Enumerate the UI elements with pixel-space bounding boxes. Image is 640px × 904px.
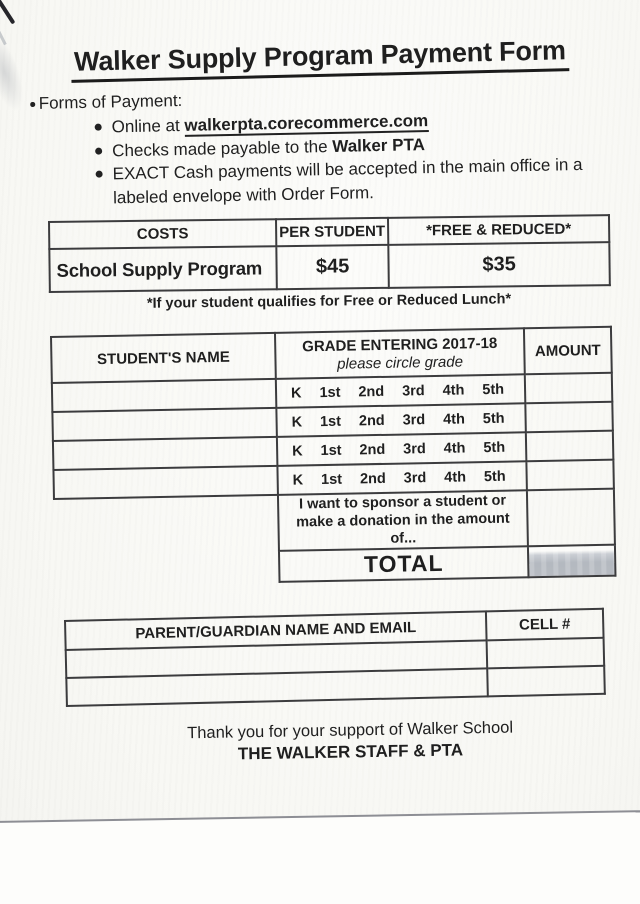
payment-option-text: Checks made payable to the — [111, 136, 333, 160]
parent-name-header-cell: PARENT/GUARDIAN NAME AND EMAIL — [65, 611, 487, 650]
grade-option: 2nd — [358, 412, 385, 429]
payment-option-text: EXACT Cash payments will be accepted in the main office in a labeled envelope with Order Form. — [112, 154, 583, 207]
grade-header-line2: please circle grade — [336, 352, 464, 373]
amount-blank-cell — [525, 402, 613, 433]
costs-data-row — [49, 242, 609, 292]
grade-option: 4th — [444, 468, 467, 486]
costs-header-cell: COSTS — [49, 219, 276, 249]
free-reduced-footnote: *If your student qualifies for Free or Reduced Lunch* — [146, 291, 512, 312]
student-name-blank-cell — [52, 408, 276, 441]
free-reduced-header-cell: *FREE & REDUCED* — [388, 215, 609, 245]
cell-number-header-cell: CELL # — [486, 609, 604, 641]
costs-section — [48, 214, 609, 313]
grade-option: 3rd — [402, 411, 426, 429]
footer — [30, 716, 640, 768]
amount-blank-cell — [525, 373, 613, 404]
grade-option: 5th — [482, 410, 505, 427]
footer-signature: THE WALKER STAFF & PTA — [237, 740, 464, 764]
payment-url: walkerpta.corecommerce.com — [184, 111, 429, 135]
payment-option-cash — [95, 153, 592, 210]
student-name-blank-cell — [52, 379, 276, 412]
payment-option-text: Online at — [111, 115, 185, 137]
footer-thanks: Thank you for your support of Walker School — [187, 718, 514, 743]
grade-option: 5th — [483, 439, 506, 456]
bullet-icon — [30, 102, 35, 107]
student-order-table — [50, 326, 617, 587]
grade-option: K — [292, 442, 303, 460]
empty-region — [55, 551, 280, 586]
amount-header-cell: AMOUNT — [524, 327, 612, 375]
costs-table — [48, 214, 611, 293]
bullet-icon — [95, 124, 102, 131]
program-name-cell: School Supply Program — [49, 246, 277, 292]
grade-header-line1: GRADE ENTERING 2017-18 — [302, 334, 498, 355]
grade-option: 5th — [482, 381, 505, 398]
grade-option: 2nd — [358, 383, 385, 400]
sponsor-amount-blank-cell — [527, 489, 615, 547]
grade-options-cell — [277, 432, 526, 466]
student-name-blank-cell — [53, 466, 277, 499]
student-name-blank-cell — [53, 437, 277, 470]
free-reduced-price-cell: $35 — [388, 242, 610, 288]
grade-options-cell — [277, 461, 526, 495]
cell-number-blank-cell — [487, 666, 605, 697]
scan-corner-mark — [0, 0, 15, 25]
grade-option: 3rd — [403, 440, 426, 458]
grade-option: 1st — [320, 442, 342, 459]
grade-option: K — [291, 413, 303, 431]
grade-option: 1st — [320, 471, 343, 488]
payment-heading: Forms of Payment: — [38, 90, 183, 113]
payee-name: Walker PTA — [332, 134, 426, 156]
grade-option: 4th — [443, 410, 466, 428]
per-student-price-cell: $45 — [276, 245, 389, 289]
parent-contact-table — [64, 608, 606, 707]
grade-options-cell — [276, 374, 525, 408]
amount-blank-cell — [526, 460, 614, 491]
bullet-icon — [95, 147, 102, 154]
grade-option: 2nd — [359, 470, 386, 487]
page-title: Walker Supply Program Payment Form — [71, 35, 570, 83]
paper-bottom-edge — [0, 810, 640, 904]
payment-options-list — [94, 106, 592, 210]
total-label-cell: TOTAL — [279, 546, 529, 582]
parent-section — [64, 608, 606, 707]
sponsor-row — [54, 489, 615, 555]
grade-option: K — [292, 471, 304, 489]
sponsor-text-cell: I want to sponsor a student or make a donation in the amount of... — [278, 490, 528, 551]
cell-number-blank-cell — [487, 638, 605, 669]
grade-options-cell — [276, 403, 525, 437]
grade-option: 5th — [483, 468, 506, 485]
grade-option: 3rd — [403, 469, 427, 487]
grade-option: 4th — [442, 381, 465, 399]
grade-option: 3rd — [401, 382, 425, 400]
per-student-header-cell: PER STUDENT — [276, 218, 388, 246]
form-title-row — [0, 33, 640, 84]
grade-option: 1st — [319, 413, 342, 430]
grade-header-cell — [275, 328, 525, 379]
total-amount-shaded-cell — [528, 545, 616, 578]
grade-option: 2nd — [359, 441, 386, 458]
student-section — [50, 326, 617, 587]
amount-blank-cell — [526, 431, 614, 462]
grade-option: K — [290, 384, 302, 402]
grade-option: 4th — [443, 439, 466, 457]
grade-option: 1st — [319, 384, 341, 401]
empty-region — [54, 495, 279, 555]
student-name-header-cell: STUDENT'S NAME — [51, 333, 276, 383]
bullet-icon — [96, 171, 103, 178]
payment-section — [30, 82, 592, 211]
